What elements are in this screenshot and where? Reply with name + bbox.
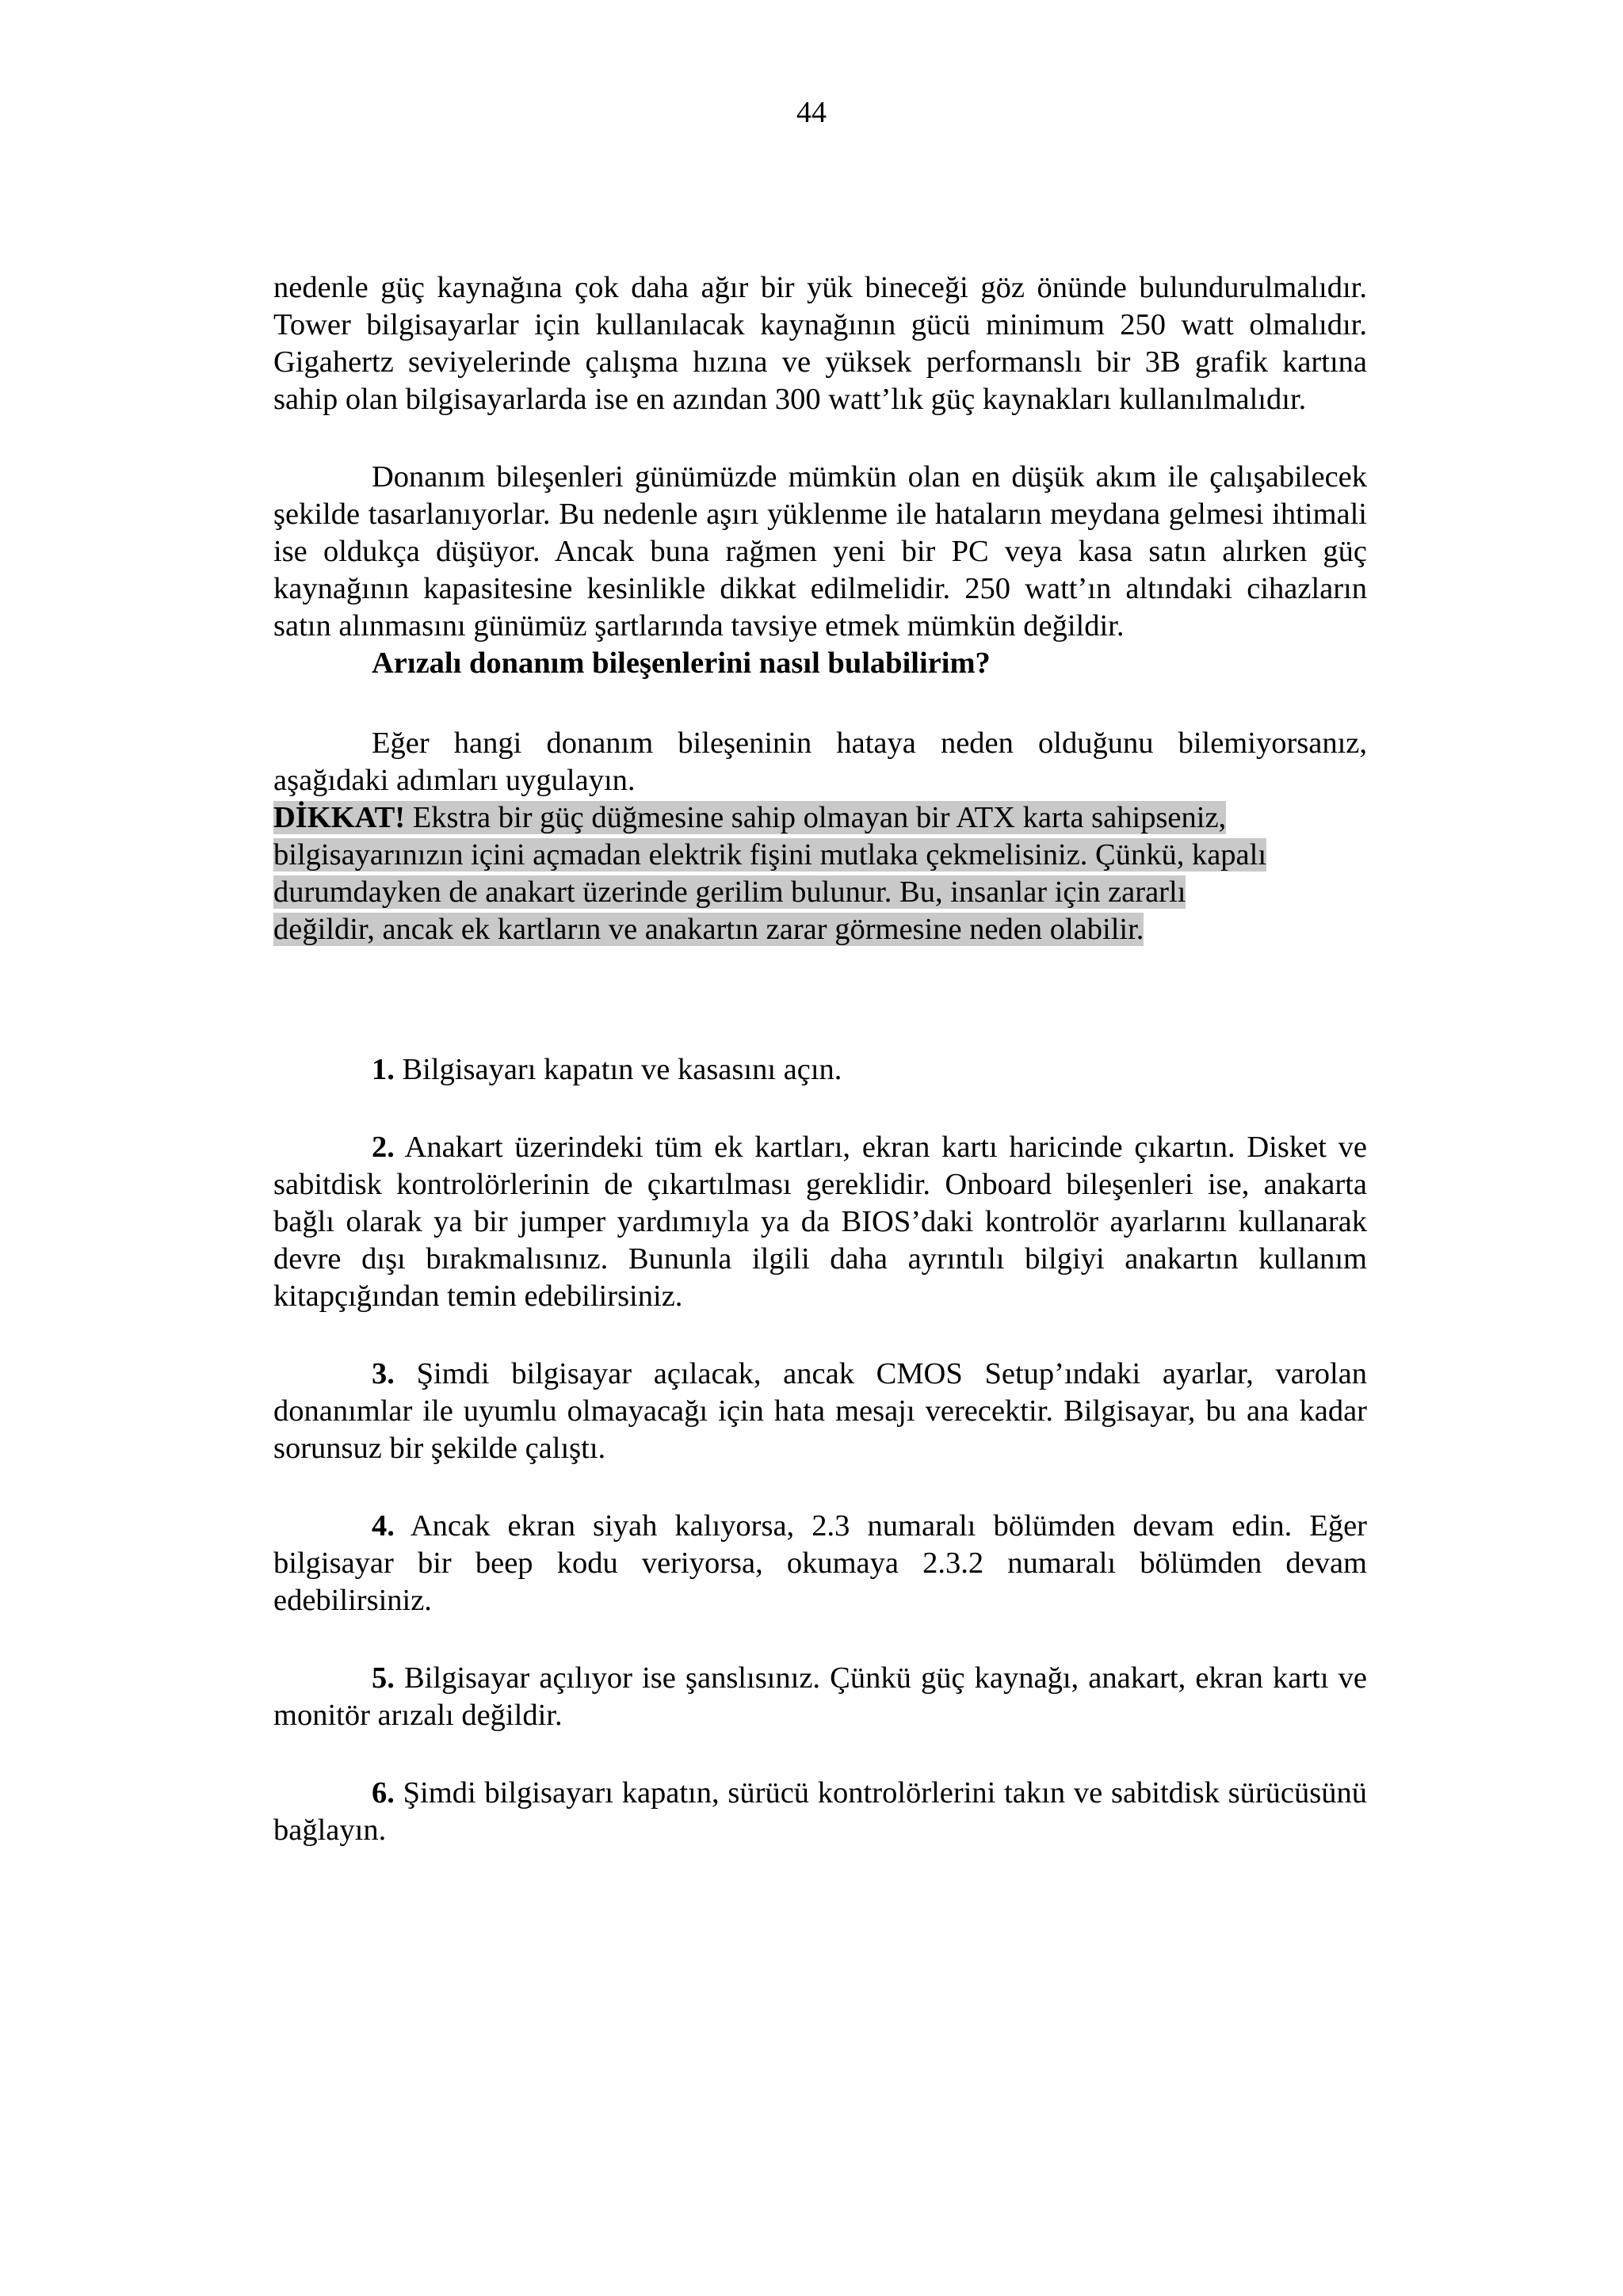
step-number: 3. — [372, 1357, 395, 1390]
step-item-6 — [273, 1775, 1367, 1849]
step-number: 4. — [372, 1509, 395, 1543]
section-heading: Arızalı donanım bileşenlerini nasıl bulabilirim? — [372, 646, 991, 680]
step-text: Şimdi bilgisayar açılacak, ancak CMOS Setup’ındaki ayarlar, varolan donanımlar ile uyumlu olmayacağı için hata mesajı verecektir. Bilgisayar, bu ana kadar sorunsuz bir şekilde çalıştı. — [273, 1357, 1367, 1465]
step-number: 2. — [372, 1131, 395, 1164]
warning-highlight — [273, 801, 1266, 946]
step-text: Bilgisayarı kapatın ve kasasını açın. — [394, 1053, 842, 1086]
step-item-2 — [273, 1129, 1367, 1315]
step-text: Anakart üzerindeki tüm ek kartları, ekran kartı haricinde çıkartın. Disket ve sabitdisk kontrolörlerinin de çıkartılması gereklidir. Onboard bileşenleri ise, anakarta bağlı olarak ya bir jumper yardımıyla ya da BIOS’daki kontrolör ayarlarını kullanarak devre dışı bırakmalısınız. Bununla ilgili daha ayrıntılı bilgiyi anakartın kullanım kitapçığından temin edebilirsiniz. — [273, 1131, 1367, 1313]
page-number: 44 — [796, 96, 827, 129]
paragraph-intro: Eğer hangi donanım bileşeninin hataya neden olduğunu bilemiyorsanız, aşağıdaki adımları uygulayın. — [273, 727, 1367, 797]
warning-line: değildir, ancak ek kartların ve anakartın zarar görmesine neden olabilir. — [273, 913, 1144, 946]
warning-line: bilgisayarınızın içini açmadan elektrik fişini mutlaka çekmelisiniz. Çünkü, kapalı — [273, 838, 1267, 871]
step-item-4 — [273, 1508, 1367, 1619]
step-number: 1. — [372, 1053, 395, 1086]
warning-line: durumdayken de anakart üzerinde gerilim bulunur. Bu, insanlar için zararlı — [273, 875, 1186, 909]
step-number: 5. — [372, 1661, 395, 1695]
step-item-5 — [273, 1660, 1367, 1734]
warning-box — [273, 799, 1367, 948]
step-text: Şimdi bilgisayarı kapatın, sürücü kontrolörlerini takın ve sabitdisk sürücüsünü bağlayın. — [273, 1776, 1367, 1847]
paragraph-power-supply-requirements: nedenle güç kaynağına çok daha ağır bir yük bineceği göz önünde bulundurulmalıdır. Tower bilgisayarlar için kullanılacak kaynağının gücü minimum 250 watt olmalıdır. Gigahertz seviyelerinde çalışma hızına ve yüksek performanslı bir 3B grafik kartına sahip olan bilgisayarlarda ise en azından 300 watt’lık güç kaynakları kullanılmalıdır. — [273, 271, 1367, 416]
step-item-1 — [273, 1051, 1367, 1089]
page-content — [273, 269, 1367, 1849]
warning-line: Ekstra bir güç düğmesine sahip olmayan bir ATX karta sahipseniz, — [405, 801, 1227, 834]
step-item-3 — [273, 1356, 1367, 1467]
step-text: Bilgisayar açılıyor ise şanslısınız. Çünkü güç kaynağı, anakart, ekran kartı ve monitör arızalı değildir. — [273, 1661, 1367, 1732]
step-number: 6. — [372, 1776, 395, 1810]
paragraph-component-current: Donanım bileşenleri günümüzde mümkün olan en düşük akım ile çalışabilecek şekilde tasarlanıyorlar. Bu nedenle aşırı yüklenme ile hataların meydana gelmesi ihtimali ise oldukça düşüyor. Ancak buna rağmen yeni bir PC veya kasa satın alırken güç kaynağının kapasitesine kesinlikle dikkat edilmelidir. 250 watt’ın altındaki cihazların satın alınmasını günümüz şartlarında tavsiye etmek mümkün değildir. — [273, 460, 1367, 643]
warning-label: DİKKAT! — [273, 801, 406, 834]
step-text: Ancak ekran siyah kalıyorsa, 2.3 numaralı bölümden devam edin. Eğer bilgisayar bir beep kodu veriyorsa, okumaya 2.3.2 numaralı bölümden devam edebilirsiniz. — [273, 1509, 1367, 1617]
